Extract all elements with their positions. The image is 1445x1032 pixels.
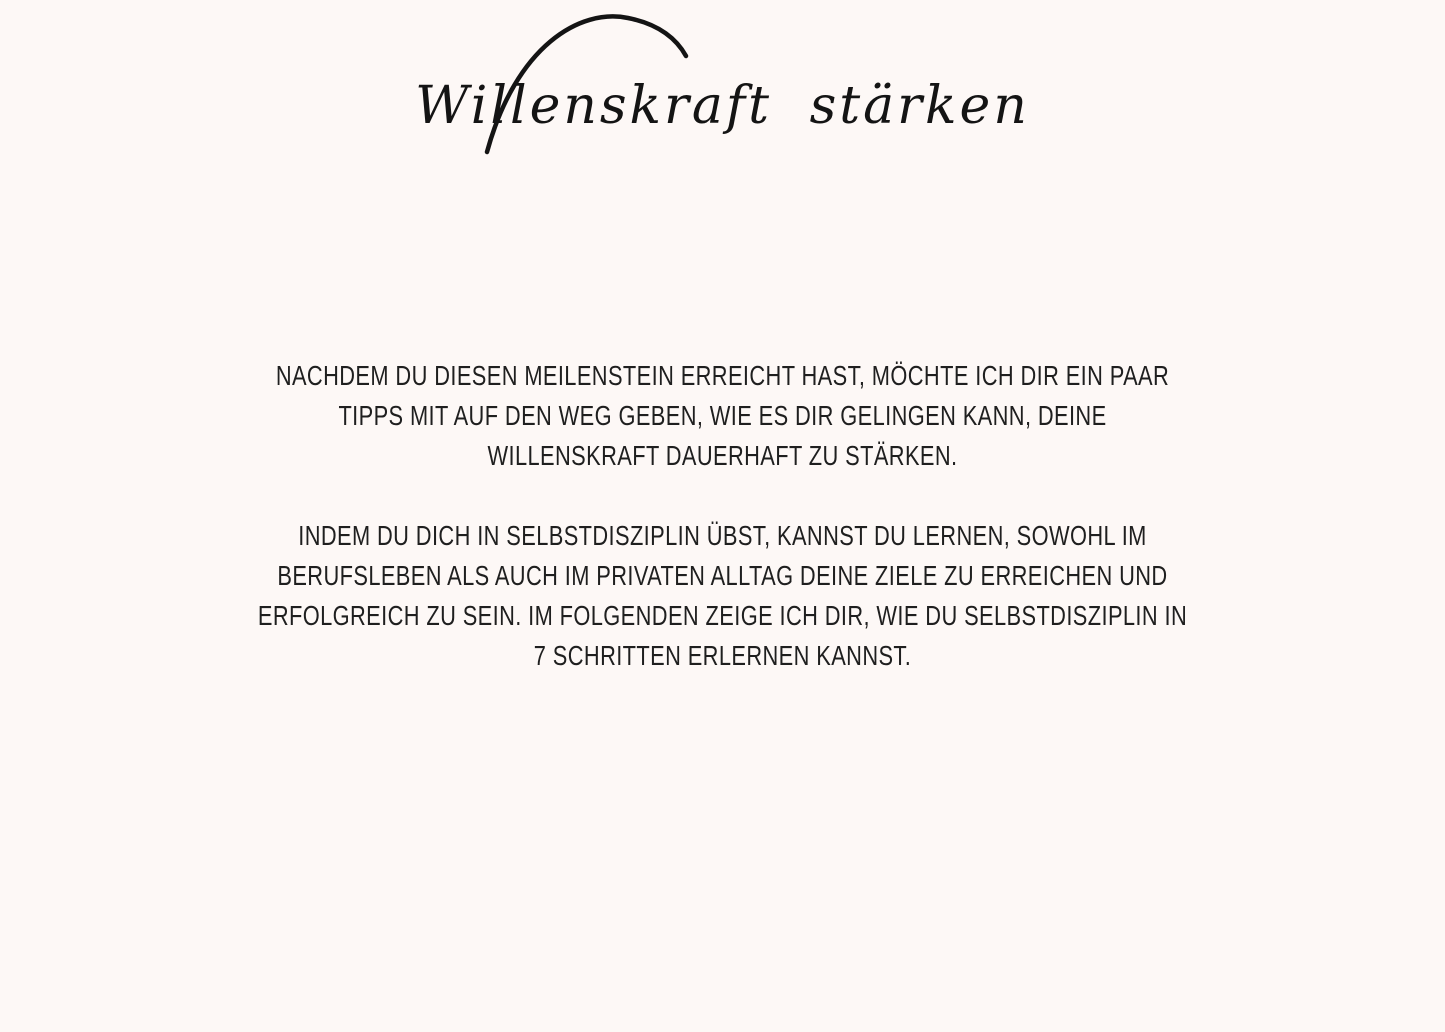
page-title: Willenskraft stärken bbox=[415, 76, 1030, 136]
paragraph-2-line-3: ERFOLGREICH ZU SEIN. IM FOLGENDEN ZEIGE ICH DIR, WIE DU SELBSTDISZIPLIN IN bbox=[257, 600, 1188, 631]
paragraph-1-line-3: WILLENSKRAFT DAUERHAFT ZU STÄRKEN. bbox=[487, 440, 958, 471]
paragraph-1-line-1: NACHDEM DU DIESEN MEILENSTEIN ERREICHT HAST, MÖCHTE ICH DIR EIN PAAR bbox=[275, 360, 1170, 391]
paragraph-1-line-2: TIPPS MIT AUF DEN WEG GEBEN, WIE ES DIR GELINGEN KANN, DEINE bbox=[338, 400, 1107, 431]
paragraph-1 bbox=[159, 356, 1286, 476]
paragraph-2-line-2: BERUFSLEBEN ALS AUCH IM PRIVATEN ALLTAG DEINE ZIELE ZU ERREICHEN UND bbox=[277, 560, 1168, 591]
paragraph-2-line-4: 7 SCHRITTEN ERLERNEN KANNST. bbox=[533, 640, 912, 671]
body-text-block bbox=[159, 356, 1286, 676]
paragraph-2 bbox=[159, 516, 1286, 676]
paragraph-2-line-1: INDEM DU DICH IN SELBSTDISZIPLIN ÜBST, KANNST DU LERNEN, SOWOHL IM bbox=[298, 520, 1147, 551]
page-title-wrap bbox=[0, 62, 1445, 150]
